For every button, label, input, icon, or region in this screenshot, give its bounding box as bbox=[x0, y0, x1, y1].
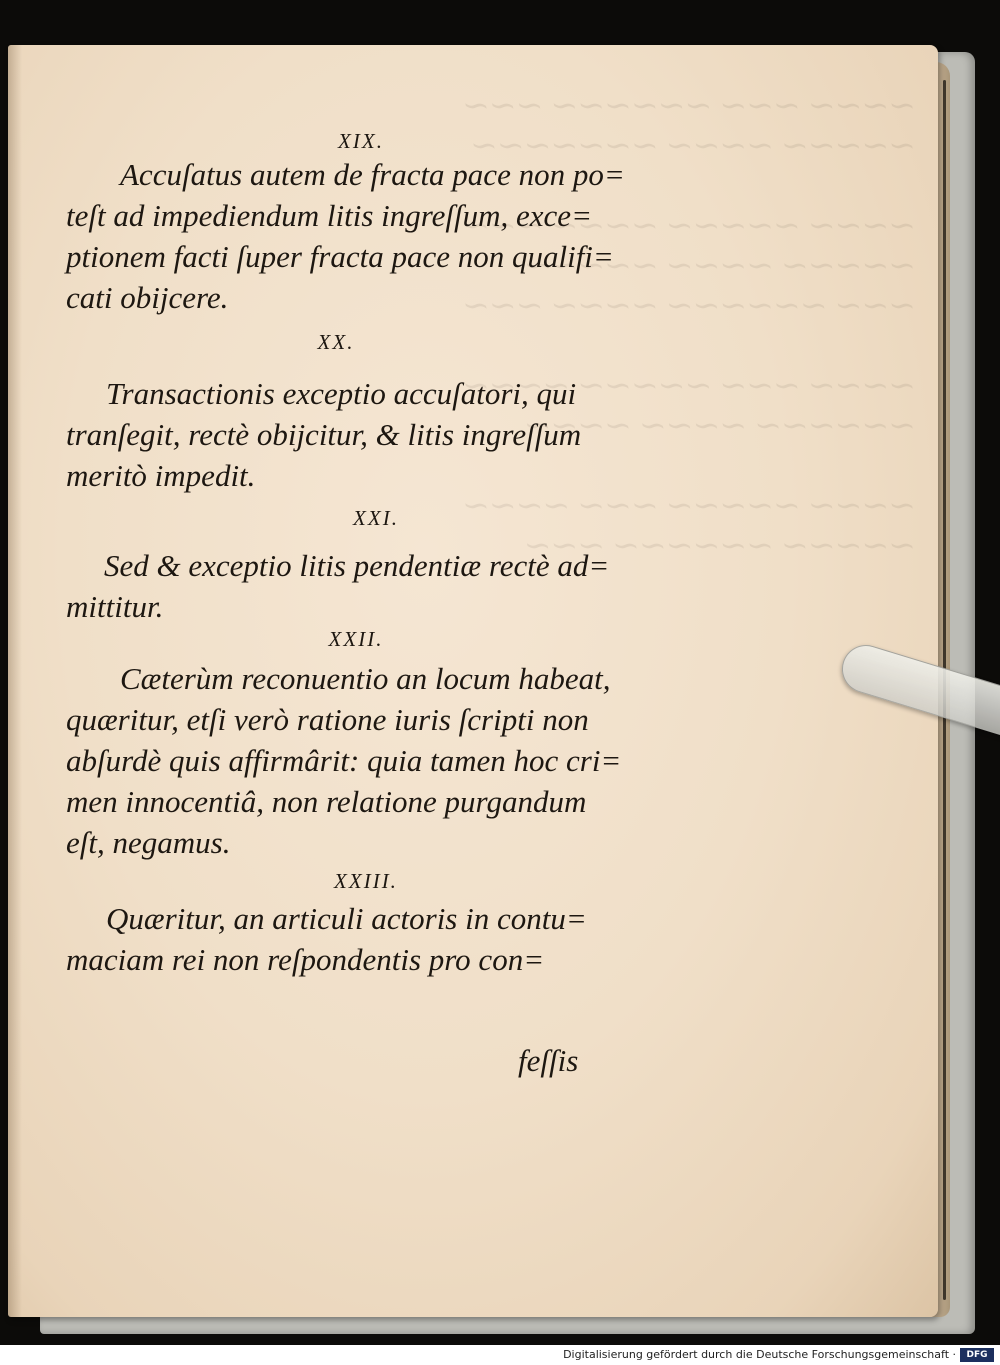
text-line: Cæterùm reconuentio an locum habeat, bbox=[120, 661, 611, 696]
text-line: Sed & exceptio litis pendentiæ rectè ad= bbox=[104, 548, 610, 583]
text-line: tranſegit, rectè obijcitur, & litis ingreſſum bbox=[66, 417, 582, 452]
text-block bbox=[66, 129, 626, 980]
text-line: maciam rei non reſpondentis pro con= bbox=[66, 942, 545, 977]
gutter-shadow bbox=[8, 45, 22, 1317]
text-line: ptionem facti ſuper fracta pace non qualifi= bbox=[66, 239, 614, 274]
section-number: XXI. bbox=[353, 506, 399, 530]
section-paragraph bbox=[66, 658, 626, 863]
funding-credit: Digitalisierung gefördert durch die Deutsche Forschungsgemeinschaft · bbox=[563, 1348, 956, 1361]
section-paragraph bbox=[66, 373, 626, 496]
section-number: XXIII. bbox=[334, 869, 398, 893]
catchword: feſſis bbox=[518, 1043, 579, 1078]
text-line: mittitur. bbox=[66, 589, 164, 624]
section-paragraph bbox=[66, 154, 626, 318]
text-line: cati obijcere. bbox=[66, 280, 229, 315]
text-line: men innocentiâ, non relatione purgandum bbox=[66, 784, 587, 819]
text-line: eſt, negamus. bbox=[66, 825, 231, 860]
text-line: abſurdè quis affirmârit: quia tamen hoc cri= bbox=[66, 743, 622, 778]
document-page bbox=[8, 45, 938, 1317]
dfg-logo: DFG bbox=[960, 1348, 994, 1362]
digitization-footer bbox=[0, 1345, 1000, 1365]
text-line: Quæritur, an articuli actoris in contu= bbox=[106, 901, 587, 936]
text-line: meritò impedit. bbox=[66, 458, 256, 493]
text-line: Transactionis exceptio accuſatori, qui bbox=[106, 376, 577, 411]
section-number: XXII. bbox=[328, 627, 384, 651]
text-line: quæritur, etſi verò ratione iuris ſcripti non bbox=[66, 702, 589, 737]
section-paragraph bbox=[66, 545, 626, 627]
section-number: XX. bbox=[317, 330, 355, 354]
text-line: teſt ad impediendum litis ingreſſum, exce= bbox=[66, 198, 592, 233]
bleed-through-texture: ∼∼∼∼ ∼∼∼ ∼∼∼∼∼∼ ∼∼∼ ∼∼∼∼∼ ∼∼∼∼ ∼∼∼∼∼∼∼ ∼∼∼∼ ∼∼∼∼∼ ∼∼∼∼ ∼∼∼ ∼∼∼∼∼ ∼∼∼∼ ∼∼∼∼∼ ∼∼∼ ∼∼∼∼∼∼ ∼∼∼∼ ∼∼∼ ∼∼∼∼ ∼∼∼ ∼∼∼∼∼ ∼∼∼∼ ∼∼∼∼∼∼ ∼∼∼∼ ∼∼∼∼ ∼∼∼∼ ∼∼∼∼∼ ∼∼∼ ∼∼∼∼ ∼∼∼∼∼ ∼∼∼∼∼∼ ∼∼∼ bbox=[465, 87, 918, 563]
text-line: Accuſatus autem de fracta pace non po= bbox=[120, 157, 625, 192]
section-number: XIX. bbox=[338, 129, 384, 153]
section-paragraph bbox=[66, 898, 626, 980]
